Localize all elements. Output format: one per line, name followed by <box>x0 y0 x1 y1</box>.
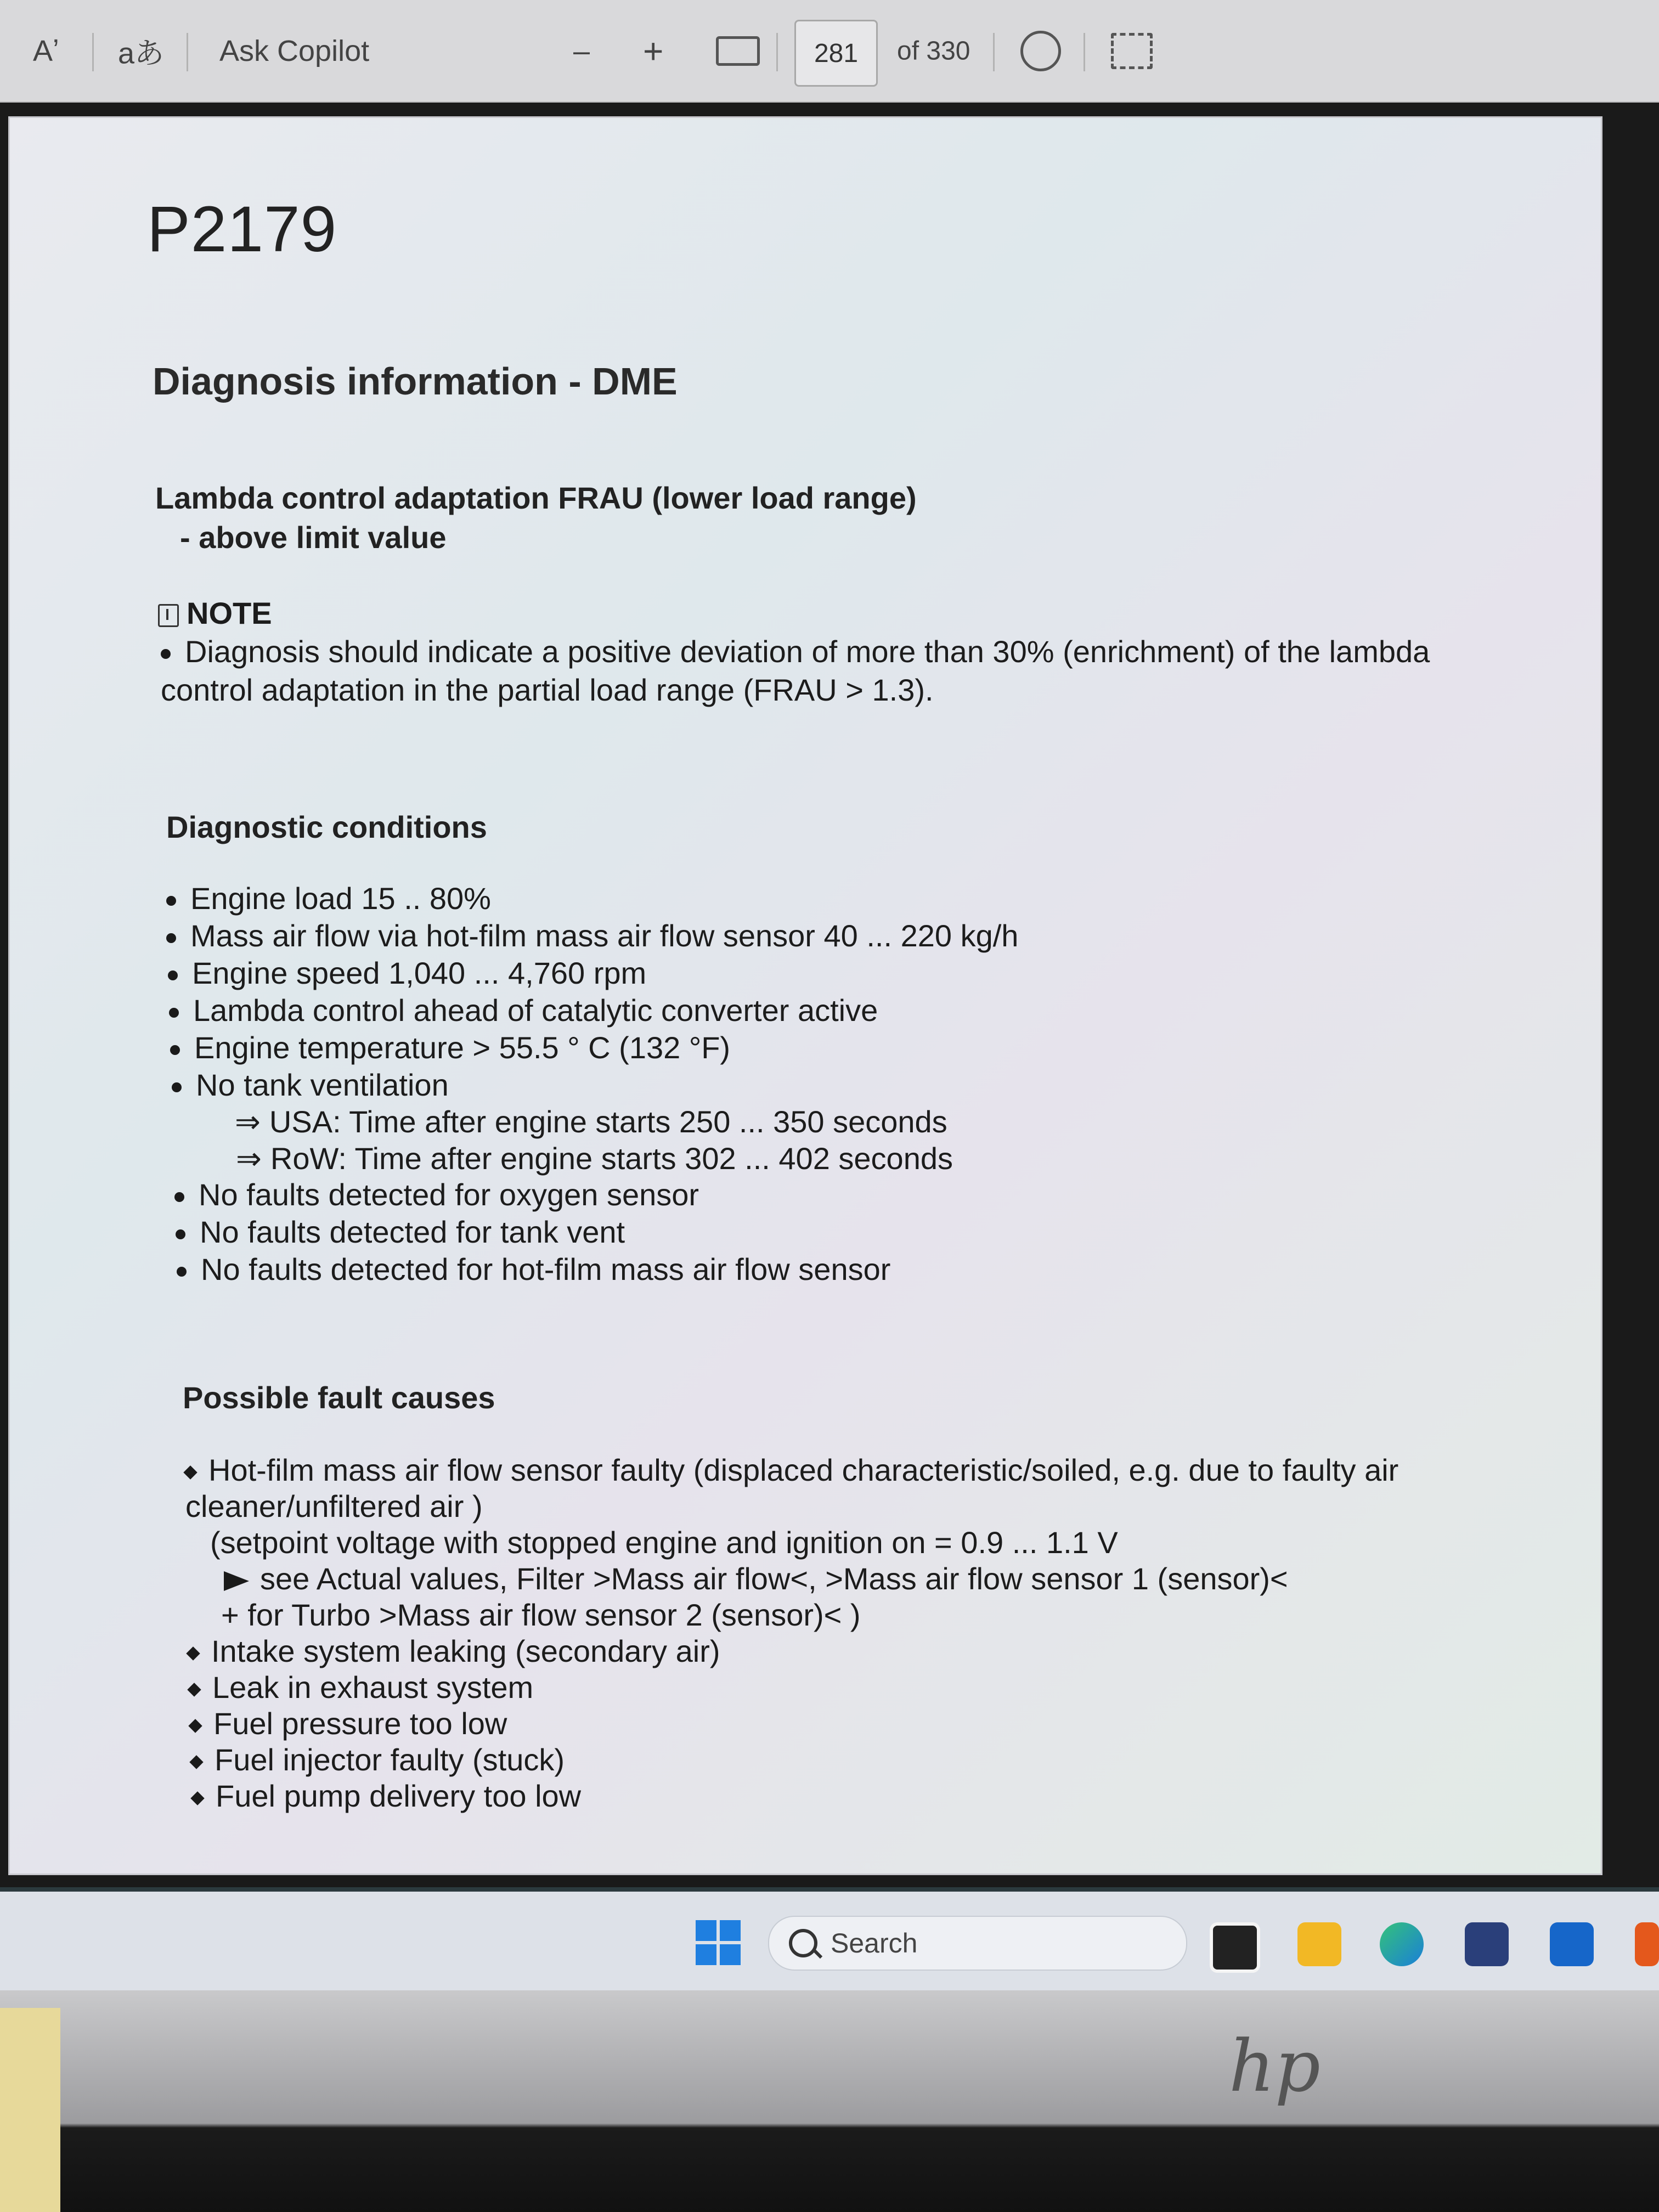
bullet-icon <box>166 933 176 943</box>
store-icon[interactable] <box>1465 1922 1509 1966</box>
page-number-input[interactable]: 281 <box>794 20 878 87</box>
cause-text: Fuel pump delivery too low <box>216 1779 582 1813</box>
list-item <box>176 1214 625 1250</box>
condition-text: Engine load 15 .. 80% <box>190 881 491 916</box>
double-arrow-icon: ⇒ <box>235 1104 261 1139</box>
total-pages-label: of 330 <box>897 36 970 65</box>
toolbar-divider <box>1084 33 1085 71</box>
list-item <box>166 918 1018 953</box>
play-arrow-icon <box>224 1571 249 1591</box>
diamond-bullet-icon <box>186 1646 200 1660</box>
list-item <box>169 992 878 1028</box>
cause-text: Intake system leaking (secondary air) <box>211 1634 720 1668</box>
edge-browser-icon[interactable] <box>1380 1922 1424 1966</box>
outlook-icon[interactable] <box>1550 1922 1594 1966</box>
note-label: NOTE <box>187 596 272 630</box>
app-icon[interactable] <box>1635 1922 1659 1966</box>
list-item <box>185 1452 1398 1488</box>
toolbar-divider <box>776 33 778 71</box>
toolbar-divider <box>92 33 94 71</box>
condition-text: No faults detected for oxygen sensor <box>199 1177 699 1212</box>
list-item <box>189 1669 533 1705</box>
windows-taskbar <box>0 1887 1659 1990</box>
cause-detail <box>224 1561 1288 1596</box>
diamond-bullet-icon <box>188 1719 202 1733</box>
double-arrow-icon: ⇒ <box>236 1141 262 1176</box>
diamond-bullet-icon <box>190 1791 204 1805</box>
fault-title: Lambda control adaptation FRAU (lower load range) <box>155 481 917 515</box>
bullet-icon <box>177 1267 187 1277</box>
bullet-icon <box>172 1082 182 1092</box>
section-title: Diagnosis information - DME <box>153 360 678 403</box>
toolbar-divider <box>993 33 995 71</box>
cause-reference-link: see Actual values, Filter >Mass air flow<, >Mass air flow sensor 1 (sensor)< <box>260 1561 1288 1596</box>
condition-text: Engine temperature > 55.5 ° C (132 °F) <box>194 1030 731 1065</box>
zoom-in-button[interactable]: + <box>643 31 664 71</box>
cause-detail: (setpoint voltage with stopped engine and ignition on = 0.9 ... 1.1 V <box>210 1525 1118 1560</box>
condition-sub-text: RoW: Time after engine starts 302 ... 402 seconds <box>270 1141 953 1176</box>
pdf-toolbar <box>0 0 1659 103</box>
conditions-title: Diagnostic conditions <box>166 810 487 844</box>
condition-text: Engine speed 1,040 ... 4,760 rpm <box>192 956 647 990</box>
monitor-bezel <box>0 1990 1659 2212</box>
read-aloud-icon[interactable]: Aʼ <box>33 34 60 67</box>
bullet-icon <box>169 1008 179 1018</box>
pdf-page <box>10 118 1601 1874</box>
ask-copilot-button[interactable]: Ask Copilot <box>219 34 370 67</box>
note-line <box>161 634 1430 669</box>
condition-text: No faults detected for hot-film mass air flow sensor <box>201 1252 891 1286</box>
list-item <box>191 1742 565 1778</box>
bullet-icon <box>170 1045 180 1055</box>
condition-text: Lambda control ahead of catalytic converter active <box>193 993 878 1028</box>
list-item <box>193 1778 581 1814</box>
list-item <box>168 955 646 991</box>
bullet-icon <box>168 970 178 980</box>
list-item <box>166 881 491 916</box>
list-item <box>172 1067 449 1103</box>
note-text-2: control adaptation in the partial load range (FRAU > 1.3). <box>161 673 934 707</box>
cause-text: Hot-film mass air flow sensor faulty (displaced characteristic/soiled, e.g. due to faulty air <box>208 1453 1399 1487</box>
list-item <box>170 1030 730 1065</box>
hp-logo: hp <box>1229 2024 1321 2108</box>
cause-text: Leak in exhaust system <box>212 1670 534 1705</box>
rotate-icon[interactable] <box>1020 31 1061 71</box>
info-icon <box>158 604 179 627</box>
translate-icon[interactable]: aあ <box>118 37 165 70</box>
list-item <box>188 1633 720 1669</box>
file-explorer-icon[interactable] <box>1297 1922 1341 1966</box>
bullet-icon <box>161 649 171 659</box>
bullet-icon <box>176 1229 185 1239</box>
fault-title-cont: - above limit value <box>180 520 447 555</box>
bullet-icon <box>166 896 176 906</box>
zoom-out-button[interactable]: – <box>573 34 590 67</box>
condition-text: Mass air flow via hot-film mass air flow sensor 40 ... 220 kg/h <box>190 918 1019 953</box>
taskbar-search-input[interactable] <box>768 1916 1187 1971</box>
list-item <box>190 1706 507 1741</box>
cause-text: Fuel pressure too low <box>213 1706 507 1741</box>
list-item <box>177 1251 890 1287</box>
fault-code-title: P2179 <box>147 193 337 266</box>
diamond-bullet-icon <box>189 1755 203 1769</box>
note-text-1: Diagnosis should indicate a positive deviation of more than 30% (enrichment) of the lambda <box>185 634 1430 669</box>
page-view-icon[interactable] <box>1111 33 1153 69</box>
sticky-note <box>0 2008 60 2212</box>
condition-text: No tank ventilation <box>196 1068 449 1102</box>
fit-width-icon[interactable] <box>716 36 760 66</box>
task-view-icon[interactable] <box>1210 1922 1260 1973</box>
condition-text: No faults detected for tank vent <box>200 1215 625 1249</box>
causes-title: Possible fault causes <box>183 1380 495 1415</box>
list-item <box>174 1177 699 1212</box>
cause-text-cont: cleaner/unfiltered air ) <box>185 1489 483 1523</box>
diamond-bullet-icon <box>187 1683 201 1696</box>
list-subitem <box>235 1104 947 1140</box>
bullet-icon <box>174 1192 184 1202</box>
diamond-bullet-icon <box>183 1465 197 1479</box>
note-heading <box>158 595 272 631</box>
toolbar-divider <box>187 33 188 71</box>
cause-detail: + for Turbo >Mass air flow sensor 2 (sensor)< ) <box>221 1598 861 1632</box>
list-subitem <box>236 1141 953 1177</box>
cause-text: Fuel injector faulty (stuck) <box>215 1742 565 1777</box>
search-placeholder: Search <box>831 1928 918 1959</box>
search-icon <box>789 1929 817 1957</box>
windows-start-icon[interactable] <box>696 1920 741 1965</box>
condition-sub-text: USA: Time after engine starts 250 ... 350 seconds <box>269 1104 947 1139</box>
